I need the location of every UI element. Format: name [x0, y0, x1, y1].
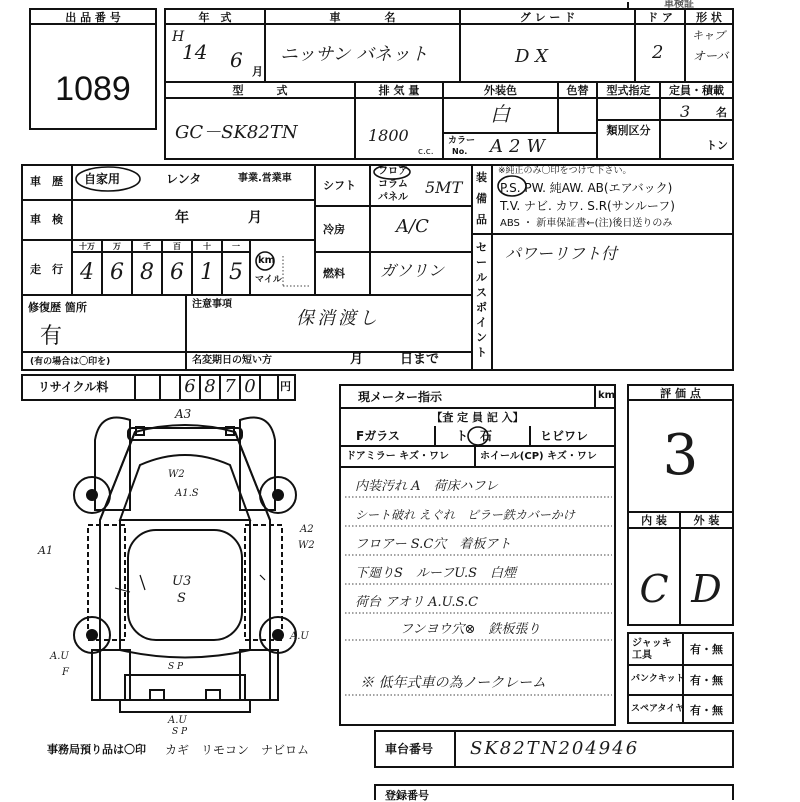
month-unit: 月	[252, 65, 263, 78]
meter-unit: km	[598, 390, 616, 401]
chassis-number: SK82TN204946	[470, 738, 640, 759]
history-own: 自家用	[84, 172, 121, 186]
mile-label: マイル	[255, 275, 282, 285]
car-diagram	[74, 418, 296, 713]
diagram-mark: F	[62, 667, 69, 678]
note-line: 荷台 アオリ A.U.S.C	[355, 595, 479, 610]
expiry-day: 日まで	[400, 352, 440, 367]
note-line: 内装汚れ A 荷床ハフレ	[355, 479, 499, 494]
exterior-score: D	[691, 567, 722, 611]
diagram-mark: A1	[38, 544, 53, 557]
sales-label-3: ル	[476, 271, 487, 284]
class-label: 類別区分	[606, 124, 651, 137]
shift-value: 5MT	[425, 178, 463, 197]
mirror-label: ドアミラー キズ・ワレ	[346, 451, 449, 462]
inspection-month-unit: 月	[248, 210, 262, 226]
car-name: ニッサン バネット	[280, 44, 429, 65]
inspection-label: 車 検	[30, 213, 63, 226]
type-label: 型 式	[232, 84, 288, 97]
glass-label: Fガラス	[356, 429, 400, 443]
capacity-unit: 名	[716, 106, 727, 119]
equip-row-3: ABS ・ 新車保証書←(注)後日送りのみ	[500, 218, 673, 229]
digit-label-10k: 万	[113, 242, 121, 251]
diagram-mark: A3	[175, 407, 192, 421]
lot-number: 1089	[55, 70, 131, 108]
repair-value: 有	[40, 324, 63, 349]
shift-option-floor: フロア	[378, 166, 408, 177]
mileage-digit: 4	[80, 260, 94, 285]
sales-label-6: イ	[476, 316, 487, 329]
shift-label: シフト	[323, 179, 356, 192]
header-corner: 車検証	[664, 0, 694, 10]
doors-value: 2	[652, 42, 664, 63]
history-business: 事業.営業車	[238, 173, 292, 184]
body-value-2: オーバ	[693, 49, 729, 63]
digit-label-100k: 十万	[79, 242, 95, 251]
history-label: 車 歴	[30, 175, 63, 188]
caution-value: 保消渡し	[296, 308, 380, 329]
equip-note: ※純正のみ〇印をつけて下さい。	[498, 166, 632, 176]
jack-value: 有・無	[690, 643, 723, 656]
mileage-digit: 6	[110, 260, 124, 285]
year-era: H	[172, 29, 185, 45]
wheel-label: ホイール(CP) キズ・ワレ	[480, 451, 597, 462]
diagram-mark: A.U	[50, 651, 69, 662]
diagram-mark: A2	[300, 524, 314, 535]
digit-label-100: 百	[173, 242, 181, 251]
diagram-mark: A.U	[168, 715, 187, 726]
digit-label-1k: 千	[143, 242, 151, 251]
ac-label: 冷房	[323, 223, 345, 236]
crack-label: ヒビワレ	[540, 429, 589, 443]
interior-label: 内 装	[641, 514, 667, 527]
diagram-mark: S P	[168, 662, 184, 672]
diagram-mark: W2	[168, 469, 185, 480]
diagram-mark: S	[177, 591, 186, 606]
color-value: 白	[490, 102, 510, 126]
meter-label: 現メーター指示	[358, 390, 443, 404]
sales-label-1: セ	[476, 241, 487, 254]
caution-label: 注意事項	[192, 299, 232, 310]
registration-label: 登録番号	[385, 789, 429, 802]
sales-label-4: ス	[476, 286, 487, 299]
note-line: ※ 低年式車の為ノークレーム	[360, 675, 547, 691]
displacement-value: 1800	[368, 126, 409, 145]
grade-label: グ レ ー ド	[519, 11, 576, 24]
note-line: フンヨウ穴⊗ 鉄板張り	[400, 622, 541, 637]
recycle-label: リサイクル料	[38, 380, 109, 394]
year-month: 6	[230, 48, 243, 72]
keys-label: 事務局預り品は〇印	[47, 743, 146, 756]
mileage-digit: 5	[229, 260, 243, 285]
sales-label-2: ー	[476, 256, 487, 269]
recycle-digit: 0	[244, 376, 256, 397]
expiry-month: 月	[350, 352, 364, 367]
recycle-unit: 円	[280, 380, 291, 393]
color-change-label: 色替	[566, 84, 589, 97]
diagram-mark: A.U	[290, 631, 309, 642]
equip-label-2: 備	[476, 192, 487, 205]
spare-value: 有・無	[690, 704, 723, 717]
mileage-digit: 8	[140, 260, 154, 285]
repair-note: (有の場合は〇印を)	[30, 357, 111, 367]
color-no-value: A2W	[490, 136, 551, 157]
equip-row-2: T.V. ナビ. カワ. S.R(サンルーフ)	[500, 199, 675, 213]
score-value: 3	[662, 423, 699, 488]
shift-option-column: コラム	[378, 179, 408, 190]
color-no-label-2: No.	[452, 147, 468, 156]
note-line: 下廻りS ルーフU.S 白煙	[355, 566, 517, 581]
puncture-label: パンクキット	[631, 674, 685, 684]
color-label: 外装色	[484, 84, 517, 97]
digit-label-10: 十	[203, 242, 211, 251]
displacement-label: 排 気 量	[378, 84, 420, 97]
capacity-value: 3	[680, 102, 691, 121]
lot-label: 出 品 番 号	[65, 11, 121, 24]
equip-row-1: P.S. PW. 純AW. AB(エアバック)	[500, 181, 673, 195]
expiry-label: 名変期日の短い方	[192, 355, 272, 366]
type-value: GC－SK82TN	[175, 122, 298, 143]
sales-label-7: ン	[476, 331, 487, 344]
repair-label: 修復歴 箇所	[28, 301, 87, 314]
digit-label-1: 一	[232, 242, 240, 251]
note-line: シート破れ えぐれ ピラー鉄カバーかけ	[355, 508, 575, 522]
body-label: 形 状	[696, 11, 722, 24]
history-rental: レンタ	[166, 172, 202, 186]
inspection-year-unit: 年	[175, 210, 189, 226]
equip-label-3: 品	[476, 213, 487, 226]
year-value: 14	[182, 40, 208, 64]
ac-value: A/C	[396, 216, 429, 237]
mileage-digit: 1	[200, 260, 214, 285]
score-label: 評 価 点	[660, 387, 701, 400]
recycle-digit: 7	[224, 376, 236, 397]
jack-label: ジャッキ 工具	[632, 638, 672, 661]
displacement-unit: c.c.	[418, 147, 434, 157]
fuel-value: ガソリン	[380, 261, 445, 280]
sales-label-5: ポ	[476, 301, 487, 314]
name-label: 車 名	[329, 11, 396, 24]
grade-value: D X	[515, 46, 548, 67]
puncture-value: 有・無	[690, 674, 723, 687]
diagram-mark: W2	[298, 540, 315, 551]
shift-option-panel: パネル	[378, 192, 408, 203]
diagram-mark: A1.S	[175, 488, 199, 499]
sales-label-8: ト	[476, 346, 487, 359]
recycle-digit: 6	[184, 376, 196, 397]
spare-label: スペアタイヤ	[631, 704, 685, 714]
color-no-label-1: カラー	[448, 136, 476, 146]
cert-label: 型式指定	[606, 84, 651, 97]
diagram-mark: S P	[172, 727, 188, 737]
keys-items: カギ リモコン ナビロム	[165, 743, 310, 757]
recycle-digit: 8	[204, 376, 216, 397]
glass-options: ト 石	[456, 429, 493, 443]
body-value-1: キャブ	[692, 29, 725, 42]
interior-score: C	[639, 567, 669, 611]
mileage-label: 走 行	[30, 263, 63, 276]
mileage-digit: 6	[170, 260, 184, 285]
capacity-label: 定員・積載	[669, 84, 724, 97]
inspector-title: 【査 定 員 記 入】	[431, 411, 524, 424]
doors-label: ド ア	[647, 11, 673, 24]
load-unit: トン	[706, 139, 728, 152]
exterior-label: 外 装	[693, 514, 720, 527]
note-line: フロアー S.C穴 着板アト	[355, 537, 512, 552]
year-label: 年 式	[198, 11, 232, 24]
km-label: km	[258, 255, 276, 266]
sales-point-value: パワーリフト付	[505, 244, 618, 263]
chassis-label: 車台番号	[385, 742, 434, 756]
equip-label-1: 装	[476, 171, 487, 184]
diagram-mark: U3	[172, 574, 192, 589]
fuel-label: 燃料	[323, 267, 345, 280]
